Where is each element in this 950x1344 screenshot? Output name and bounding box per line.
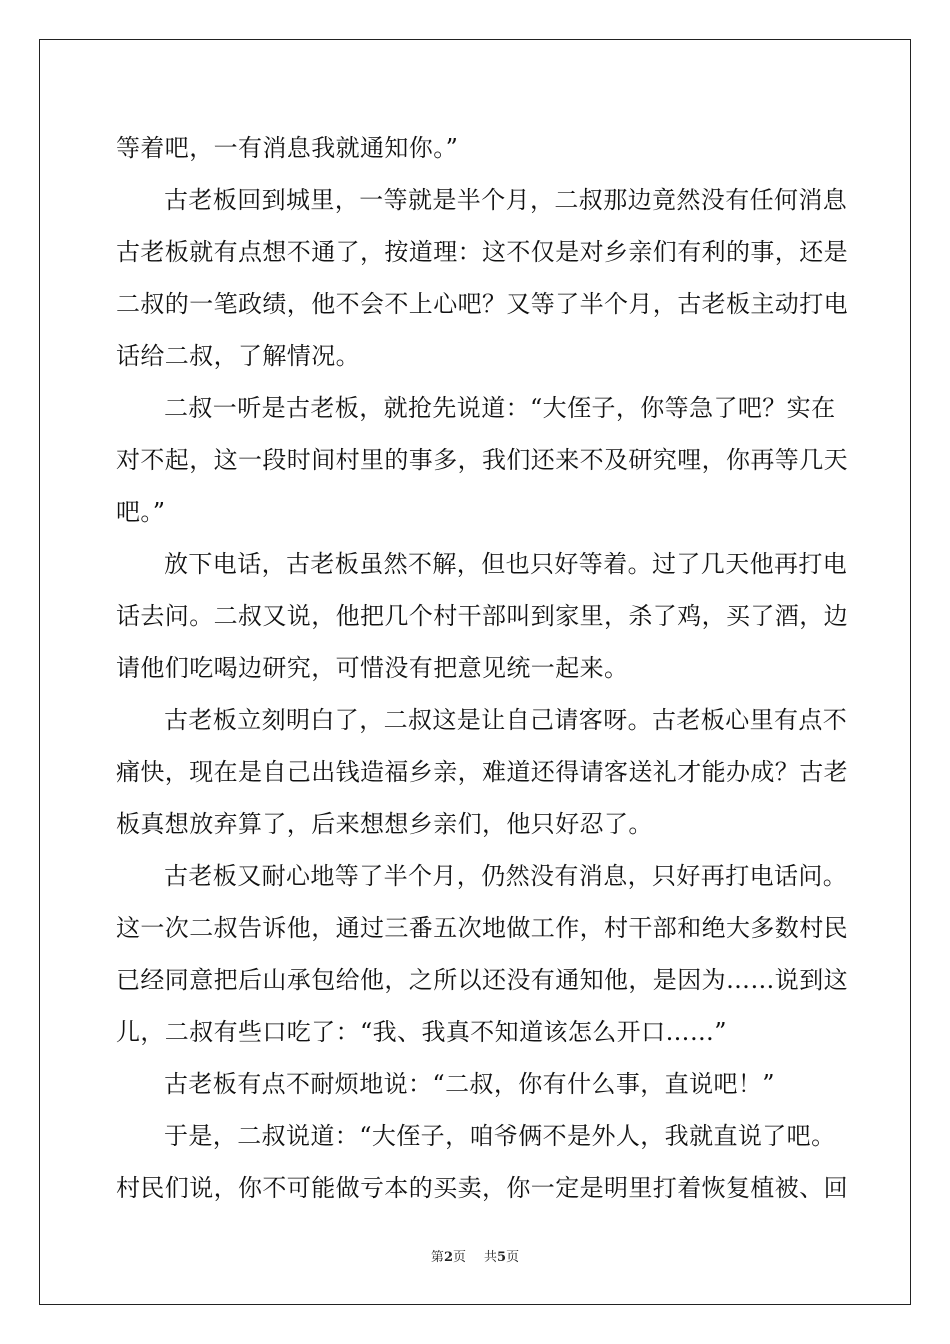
text-line: 已经同意把后山承包给他，之所以还没有通知他，是因为……说到这 xyxy=(116,966,848,994)
text-line: 二叔一听是古老板，就抢先说道：“大侄子，你等急了吧？实在 xyxy=(164,394,836,422)
page-suffix: 页 xyxy=(452,1250,466,1265)
text-line: 话去问。二叔又说，他把几个村干部叫到家里，杀了鸡，买了酒，边 xyxy=(116,602,848,630)
text-line: 痛快，现在是自己出钱造福乡亲，难道还得请客送礼才能办成？古老 xyxy=(116,758,848,786)
page-number: 2 xyxy=(443,1250,453,1265)
text-line: 板真想放弃算了，后来想想乡亲们，他只好忍了。 xyxy=(116,810,653,838)
page-footer xyxy=(0,1246,950,1265)
text-line: 古老板就有点想不通了，按道理：这不仅是对乡亲们有利的事，还是 xyxy=(116,238,848,266)
text-line: 古老板有点不耐烦地说：“二叔，你有什么事，直说吧！” xyxy=(164,1070,775,1098)
total-prefix: 共 xyxy=(484,1250,498,1265)
text-line: 儿，二叔有些口吃了：“我、我真不知道该怎么开口……” xyxy=(116,1018,727,1046)
document-body xyxy=(116,122,848,1214)
total-suffix: 页 xyxy=(506,1250,520,1265)
text-line: 于是，二叔说道：“大侄子，咱爷俩不是外人，我就直说了吧。 xyxy=(164,1122,836,1150)
total-pages: 5 xyxy=(497,1250,507,1265)
text-line: 这一次二叔告诉他，通过三番五次地做工作，村干部和绝大多数村民 xyxy=(116,914,848,942)
page-prefix: 第 xyxy=(430,1250,444,1265)
text-line: 古老板又耐心地等了半个月，仍然没有消息，只好再打电话问。 xyxy=(164,862,848,890)
text-line: 古老板立刻明白了，二叔这是让自己请客呀。古老板心里有点不 xyxy=(164,706,848,734)
text-line: 放下电话，古老板虽然不解，但也只好等着。过了几天他再打电 xyxy=(164,550,848,578)
text-line: 话给二叔，了解情况。 xyxy=(116,342,360,370)
text-line: 二叔的一笔政绩，他不会不上心吧？又等了半个月，古老板主动打电 xyxy=(116,290,848,318)
text-line: 村民们说，你不可能做亏本的买卖，你一定是明里打着恢复植被、回 xyxy=(116,1174,848,1202)
text-line: 吧。” xyxy=(116,498,166,526)
text-line: 请他们吃喝边研究，可惜没有把意见统一起来。 xyxy=(116,654,629,682)
text-line: 对不起，这一段时间村里的事多，我们还来不及研究哩，你再等几天 xyxy=(116,446,848,474)
text-line: 古老板回到城里，一等就是半个月，二叔那边竟然没有任何消息 xyxy=(164,186,848,214)
text-line: 等着吧，一有消息我就通知你。” xyxy=(116,134,459,162)
